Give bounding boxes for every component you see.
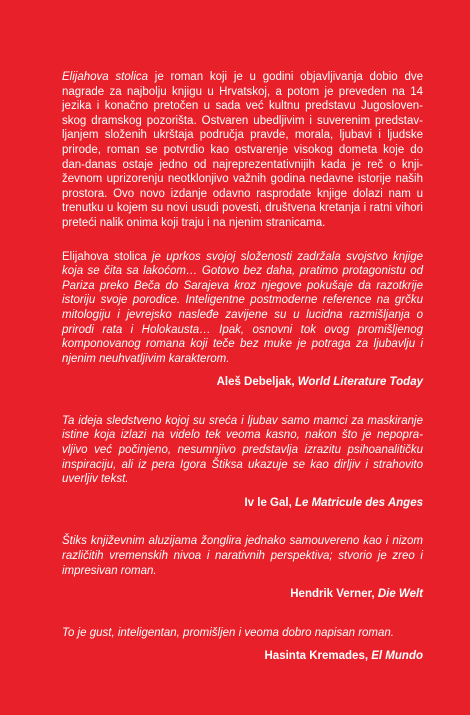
review-source: Le Matricule des Anges — [294, 496, 423, 509]
review-quote-3 — [62, 534, 423, 578]
review-author: Iv le Gal, — [244, 496, 295, 509]
review-quote-4 — [62, 626, 423, 641]
review-attribution-4 — [62, 649, 423, 664]
book-description — [62, 70, 423, 231]
quote-text: Štiks književnim aluzijama žonglira jednako samouvereno kao i nizom različitih vremenskih nivoa i narativnih perspektiva; stvorio je zreo i impresivan roman. — [62, 535, 423, 577]
review-source: World Literature Today — [297, 376, 423, 389]
review-source: Die Welt — [377, 588, 423, 601]
review-source: El Mundo — [371, 650, 423, 663]
review-quote-1 — [62, 250, 423, 367]
review-attribution-1 — [62, 375, 423, 390]
description-text: je roman koji je u godini objavljivanja dobio dve nagrade za najbolju knjigu u Hrvatskoj, a potom je preveden na 14 jezika i konačno pretočen u sada već kultnu predstavu Jugoslovenskog dramskog pozorišta. Ostvaren ubedljivim i suverenim predstavljanjem složenih ukrštaja područja pravde, morala, ljubavi i ljudske prirode, roman se potvrdio kao ostvarenje visokog dometa koje do dan-danas ostaje jedno od najreprezentativnijih kada je reč o književnom uprizorenju neotklonjivo važnih godina nedavne istorije naših prostora. Ovo novo izdanje odavno rasprodate knjige dolazi nam u trenutku u kojem su novi usudi povesti, društvena kretanja i ratni vihori preteći nalik onima koji traju i na njenim stranicama. — [62, 71, 423, 229]
review-author: Aleš Debeljak, — [216, 376, 298, 389]
review-author: Hasinta Kremades, — [264, 650, 372, 663]
review-attribution-2 — [62, 496, 423, 511]
quote-text: To je gust, inteligentan, promišljen i veoma dobro napisan roman. — [62, 626, 394, 639]
review-attribution-3 — [62, 587, 423, 602]
book-title: Elijahova stolica — [62, 71, 149, 83]
quote-text: Ta ideja sledstveno kojoj su sreća i ljubav samo mamci za maskiranje istine koja izlazi na videlo tek veoma kasno, nakon što je nepopra- vljivo već počinjeno, nesumnjivo predstavlja izrazitu psihoanalitičku inspiraciju, ali iz pera Igora Štiksa ukazuje se kao dirljiv i strahovito uverljiv tekst. — [62, 414, 423, 486]
review-quote-2 — [62, 414, 423, 487]
review-author: Hendrik Verner, — [290, 588, 378, 601]
quote-text: je uprkos svojoj složenosti zadržala svojstvo knjige koja se čita sa lakoćom… Gotovo bez daha, pratimo protagonistu od Pariza preko Beča do Sarajeva kroz njegove pokušaje da razotkrije istoriju svoje porodice. Inteligentne postmoderne reference na grčku mitologiju i jevrejsko nasleđe zavijene su u lucidna razmišljanja o prirodi rata i Holokausta… Ipak, osnovni tok ovog promišljenog komponovanog romana koji teče bez muke je potraga za ljubavlju i njenim neuhvatljivim karakterom. — [62, 250, 423, 365]
quote-lead-title: Elijahova stolica — [62, 250, 147, 263]
